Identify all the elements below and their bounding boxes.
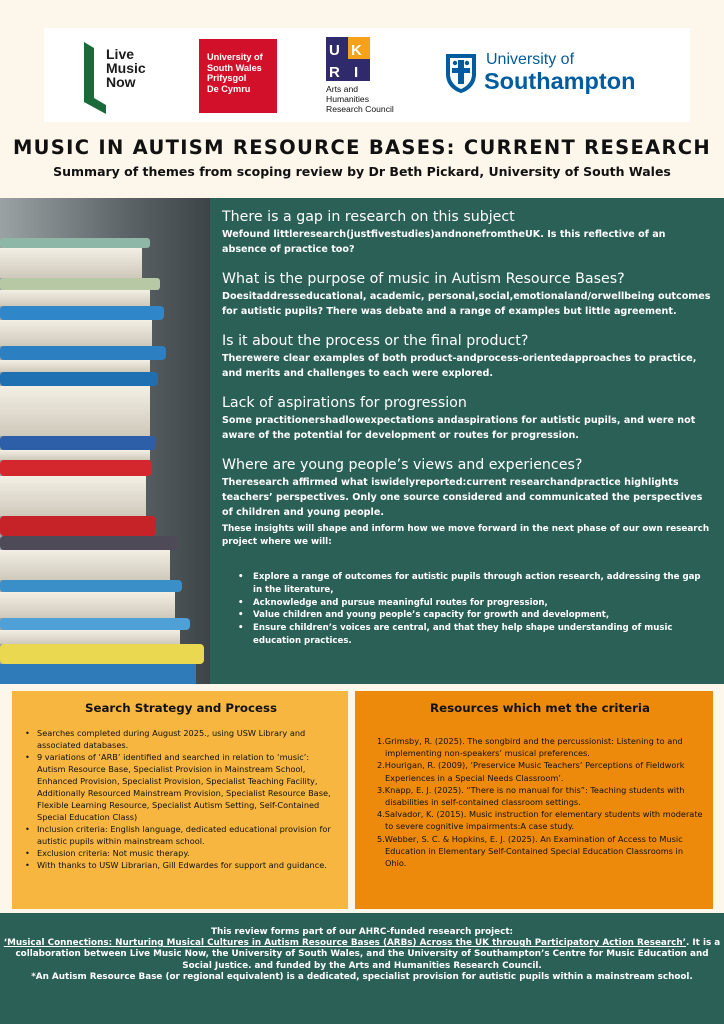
list-item: • Acknowledge and pursue meaningful routes for progression, (238, 597, 712, 610)
list-item: 2.Hourigan, R. (2009), ‘Preservice Music Teachers’ Perceptions of Fieldwork Experiences in a Special Needs Classroom’. (377, 760, 685, 783)
theme-heading: There is a gap in research on this subject (222, 209, 515, 225)
list-item: 3.Knapp, E. J. (2025). “There is no manual for this”: Teaching students with disabilities in self-contained classroom settings. (377, 784, 685, 808)
live-music-now-logo (84, 42, 164, 114)
list-item: • Value children and young people’s capacity for growth and development, (238, 609, 712, 622)
footer-intro: This review forms part of our AHRC-funded research project: (210, 927, 514, 937)
theme-body: Therewere clear examples of both product-andprocess-orientedapproaches to practice, and merits and challenges to each were explored. (222, 353, 697, 379)
page-title: MUSIC IN AUTISM RESOURCE BASES: CURRENT RESEARCH (12, 136, 712, 159)
southampton-bottom-text: Southampton (484, 68, 636, 94)
list-item: • Inclusion criteria: English language, dedicated educational provision for autistic pupils within mainstream school. (24, 823, 338, 847)
theme-section-progression (222, 394, 712, 443)
footer-note: *An Autism Resource Base (or regional equivalent) is a dedicated, specialist provision for autistic pupils within a mainstream school. (31, 971, 693, 982)
theme-body: Wefound littleresearch(justfivestudies)andnonefromtheUK. Is this reflective of an absence of practice too? (222, 229, 666, 255)
book-stack-icon (0, 198, 210, 684)
search-strategy-title: Search Strategy and Process (84, 701, 278, 715)
list-item: • With thanks to USW Librarian, Gill Edwardes for support and guidance. (24, 859, 338, 871)
southampton-top-text: University of (486, 51, 575, 68)
theme-body: Doesitaddresseducational, academic, personal,social,emotionaland/orwellbeing outcomes for autistic pupils? There was debate and a range of examples but little agreement. (222, 291, 711, 317)
list-item: 5.Webber, S. C. & Hopkins, E. J. (2025). An Examination of Access to Music Education in Elementary Self-Contained Special Education Classrooms in Ohio. (377, 833, 684, 869)
theme-section-purpose (222, 270, 712, 319)
project-title: ‘Musical Connections: Nurturing Musical Cultures in Autism Resource Bases (ARBs) Across the UK through Participatory Action Research’ (3, 938, 686, 949)
live-music-now-mark-icon (84, 42, 106, 114)
list-item: • Exclusion criteria: Not music therapy. (24, 847, 338, 859)
footer-project (0, 938, 724, 972)
list-item: • 9 variations of ‘ARB’ identified and searched in relation to ‘music’: Autism Resource Base, Specialist Provision in Mainstream School, Enhanced Provision, Specialist Provision, Specialist Teaching Facility, Additionally Resourced Mainstream Provision, Specialist Resource Base, Flexible Learning Resource, Specialist Autism Setting, Self-Contained Special Education Class) (24, 751, 338, 823)
theme-body: Theresearch affirmed what iswidelyreported:current researchandpractice highlights teachers’ perspectives. Only one source considered and communicated the perspectives of children and young people. (222, 477, 703, 518)
theme-heading: Where are young people’s views and experiences? (222, 457, 583, 473)
svg-text:U: U (329, 42, 340, 59)
svg-text:K: K (351, 42, 362, 59)
list-item: • Explore a range of outcomes for autistic pupils through action research, addressing the gap in the literature, (238, 571, 712, 597)
southampton-logo (444, 50, 674, 100)
themes-panel (210, 198, 724, 684)
list-item: 1.Grimsby, R. (2025). The songbird and the percussionist: Listening to and implementing non-speakers’ musical preferences. (377, 736, 683, 759)
theme-heading: Lack of aspirations for progression (222, 395, 467, 411)
project-collaboration: . It is a collaboration between Live Music Now, the University of South Wales, and the University of Southampton’s Centre for Music Education and Social Justice. and funded by the Arts and Humanities Research Council. (15, 938, 721, 971)
list-item: • Searches completed during August 2025., using USW Library and associated databases. (24, 727, 338, 751)
theme-section-gap (222, 208, 712, 257)
southampton-shield-icon (444, 52, 478, 94)
search-strategy-list (24, 727, 338, 871)
theme-section-voices (222, 456, 712, 520)
theme-body: Some practitionershadlowexpectations andaspirations for autistic pupils, and were not aware of the potential for development or routes for progression. (222, 415, 696, 441)
list-item: 4.Salvador, K. (2015). Music instruction for elementary students with moderate to severe cognitive impairments:A case study. (377, 809, 703, 832)
next-steps-list (238, 571, 712, 648)
theme-heading: Is it about the process or the final product? (222, 333, 529, 349)
live-music-now-text: Live Music Now (106, 46, 146, 90)
page-subtitle: Summary of themes from scoping review by Dr Beth Pickard, University of South Wales (53, 164, 671, 179)
svg-text:I: I (354, 64, 359, 81)
resources-box (355, 691, 713, 909)
theme-heading: What is the purpose of music in Autism Resource Bases? (222, 271, 625, 287)
book-stack-image (0, 198, 210, 684)
usw-logo: University of South Wales Prifysgol De Cymru (199, 39, 277, 113)
theme-section-process (222, 332, 712, 381)
list-item: • Ensure children’s voices are central, and that they help shape understanding of music education practices. (238, 622, 712, 648)
resources-list (377, 735, 703, 869)
ukri-logo (326, 37, 436, 119)
search-strategy-box (12, 691, 348, 909)
logo-strip (44, 28, 690, 122)
svg-text:R: R (329, 64, 340, 81)
next-steps-intro: These insights will shape and inform how we move forward in the next phase of our own research project where we will: (222, 524, 710, 547)
ukri-mark-icon (326, 37, 370, 81)
footer (0, 913, 724, 1024)
resources-title: Resources which met the criteria (430, 701, 650, 715)
ukri-caption: Arts and Humanities Research Council (326, 84, 394, 114)
